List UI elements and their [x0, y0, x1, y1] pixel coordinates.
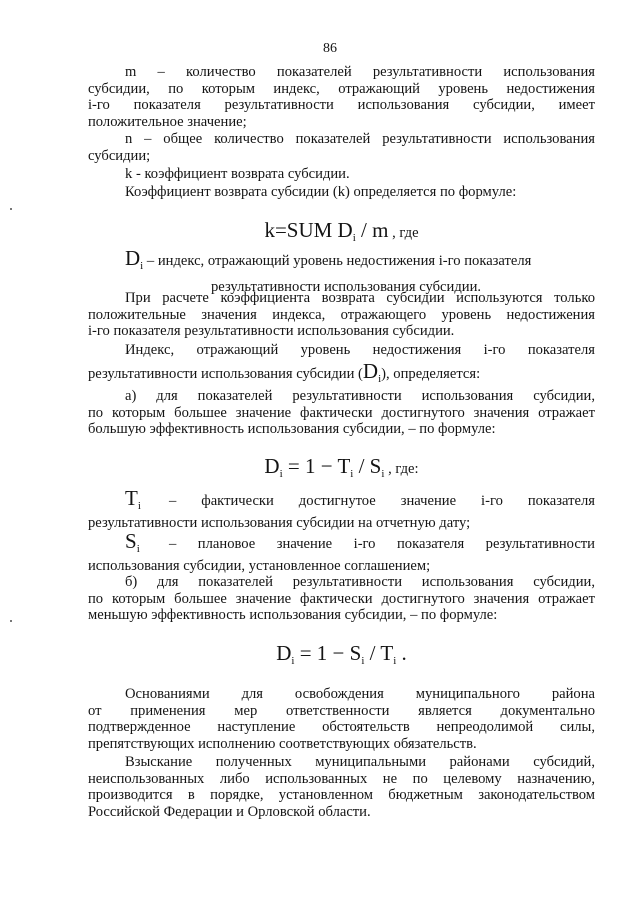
page-number: 86 [323, 41, 337, 56]
formula-tail: , где: [384, 461, 419, 477]
case-b [88, 574, 595, 624]
text-line: – плановое значение i-го показателя результативности [169, 536, 595, 552]
formula-part: = 1 − S [294, 641, 362, 665]
symbol-subscript: i [378, 372, 382, 385]
text-line: Основаниями для освобождения муниципального района [125, 686, 595, 702]
symbol-subscript: i [137, 500, 141, 512]
symbol-d: D [125, 246, 141, 270]
text-line: субсидии; [88, 147, 151, 164]
formula-part: / T [364, 641, 394, 665]
text-line: ), определяется: [381, 365, 481, 382]
text-line: неиспользованных либо использованных не по целевому назначению, [88, 770, 595, 787]
text-line: от применения мер ответственности является документально [88, 702, 595, 719]
formula-di-a [88, 454, 595, 483]
definition-di [125, 246, 605, 295]
text-line: Взыскание полученных муниципальными районами субсидий, [125, 754, 595, 770]
case-a [88, 388, 595, 438]
formula-part: / S [353, 454, 382, 478]
paragraph-index [88, 342, 595, 387]
paragraph-recovery [88, 754, 595, 820]
definition-m [88, 64, 595, 130]
formula-subscript: i [393, 655, 397, 667]
text-line: Индекс, отражающий уровень недостижения i-го показателя [125, 342, 595, 358]
formula-subscript: i [352, 232, 356, 244]
formula-intro: Коэффициент возврата субсидии (k) определяется по формуле: [125, 184, 517, 200]
text-line: результативности использования субсидии. [211, 278, 482, 295]
text-line: по которым большее значение фактически достигнутого значения отражает [88, 590, 595, 607]
text-line: по которым большее значение фактически достигнутого значения отражает [88, 404, 595, 421]
scan-artifact [10, 620, 12, 622]
symbol-subscript: i [140, 260, 144, 272]
text-line: б) для показателей результативности использования субсидии, [125, 574, 595, 590]
text-line: результативности использования субсидии ( [88, 365, 363, 382]
text-line: n – общее количество показателей результативности использования [125, 131, 595, 147]
definition-ti [88, 486, 595, 531]
text-line: Российской Федерации и Орловской области. [88, 803, 371, 820]
paragraph-grounds [88, 686, 595, 752]
formula-di-b [88, 641, 595, 670]
formula-subscript: i [350, 468, 354, 480]
formula-subscript: i [381, 468, 385, 480]
text-line: меньшую эффективность использования субсидии, – по формуле: [88, 607, 498, 623]
definition-n [88, 131, 595, 164]
definition-si [88, 529, 595, 574]
text-line: i-го показателя результативности использования субсидии, имеет [88, 97, 595, 113]
text-line: субсидии, по которым индекс, отражающий уровень недостижения [88, 80, 595, 97]
scan-artifact [10, 208, 12, 210]
text-line: а) для показателей результативности использования субсидии, [125, 388, 595, 404]
formula-k [88, 218, 595, 247]
text-line: большую эффективность использования субсидии, – по формуле: [88, 421, 496, 437]
text-line: препятствующих исполнению соответствующих обязательств. [88, 735, 477, 752]
formula-lhs: k=SUM D [264, 218, 353, 242]
text-line: положительное значение; [88, 113, 247, 130]
formula-subscript: i [279, 468, 283, 480]
text-line: – индекс, отражающий уровень недостижения i-го показателя [143, 253, 532, 269]
symbol-t: T [125, 486, 138, 510]
text-line: i-го показателя результативности использования субсидии. [88, 323, 455, 339]
formula-part: D [264, 454, 280, 478]
text-line: подтвержденное наступление обстоятельств непреодолимой силы, [88, 719, 595, 735]
formula-part: D [276, 641, 292, 665]
formula-rhs: / m [355, 218, 389, 242]
formula-subscript: i [291, 655, 295, 667]
text-line: – фактически достигнутое значение i-го показателя [169, 493, 595, 509]
symbol-subscript: i [136, 543, 140, 555]
formula-tail: , где [388, 225, 419, 241]
text-line: положительные значения индекса, отражающего уровень недостижения [88, 306, 595, 323]
formula-subscript: i [361, 655, 365, 667]
formula-tail: . [396, 641, 407, 665]
paragraph-positive-values [88, 290, 595, 340]
text-line: m – количество показателей результативности использования [125, 64, 595, 80]
text-line: производится в порядке, установленном бюджетным законодательством [88, 787, 595, 803]
formula-part: = 1 − T [282, 454, 351, 478]
definition-k: k - коэффициент возврата субсидии. [125, 166, 350, 182]
symbol-d: D [362, 358, 379, 383]
symbol-s: S [125, 529, 137, 553]
text-line: использования субсидии, установленное соглашением; [88, 557, 431, 574]
text-line: При расчете коэффициента возврата субсидии используются только [125, 290, 595, 306]
text-line: результативности использования субсидии на отчетную дату; [88, 514, 471, 531]
